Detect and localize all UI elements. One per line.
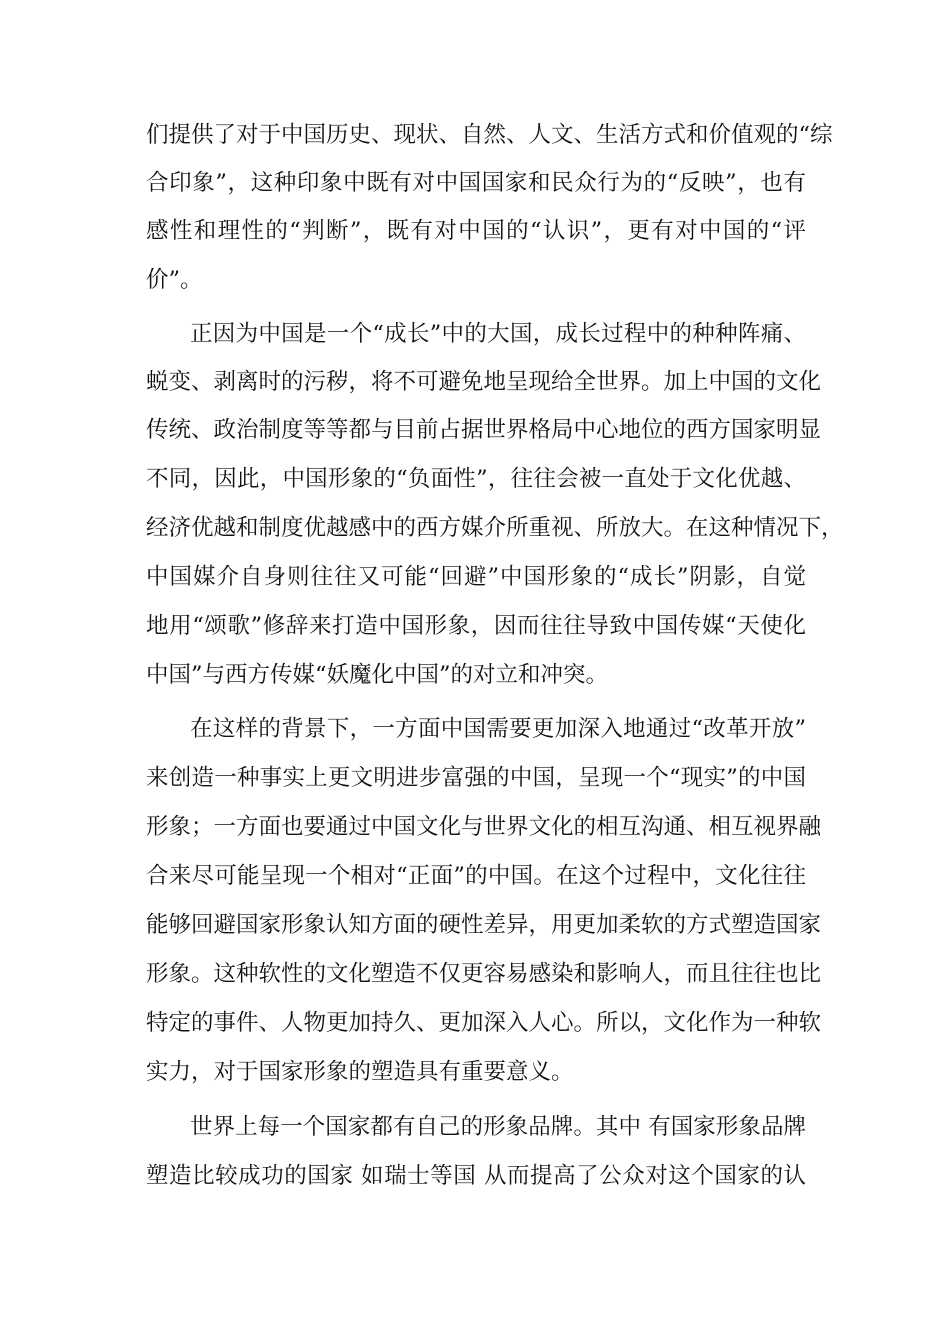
body-text-line: 不同，因此，中国形象的“负面性”，往往会被一直处于文化优越、	[146, 466, 806, 492]
body-text-line: 传统、政治制度等等都与目前占据世界格局中心地位的西方国家明显	[146, 417, 822, 443]
body-text-line: 来创造一种事实上更文明进步富强的中国，呈现一个“现实”的中国	[146, 765, 806, 791]
body-text-line: 特定的事件、人物更加持久、更加深入人心。所以，文化作为一种软	[146, 1010, 822, 1036]
body-text-line: 合印象”，这种印象中既有对中国国家和民众行为的“反映”，也有	[146, 170, 806, 196]
body-text-line: 形象。这种软性的文化塑造不仅更容易感染和影响人，而且往往也比	[146, 961, 822, 987]
body-text-line: 在这样的背景下，一方面中国需要更加深入地通过“改革开放”	[190, 716, 806, 742]
body-text-line: 实力，对于国家形象的塑造具有重要意义。	[146, 1059, 574, 1085]
body-text-line: 形象；一方面也要通过中国文化与世界文化的相互沟通、相互视界融	[146, 814, 822, 840]
body-text-line: 世界上每一个国家都有自己的形象品牌。其中 有国家形象品牌	[190, 1114, 806, 1140]
body-text-line: 价”。	[146, 267, 203, 293]
body-text-line: 蜕变、剥离时的污秽，将不可避免地呈现给全世界。加上中国的文化	[146, 369, 822, 395]
body-text-line: 合来尽可能呈现一个相对“正面”的中国。在这个过程中，文化往往	[146, 863, 806, 889]
body-text-line: 中国媒介自身则往往又可能“回避”中国形象的“成长”阴影，自觉	[146, 564, 806, 590]
body-text-line: 感性和理性的“判断”，既有对中国的“认识”，更有对中国的“评	[146, 218, 806, 244]
body-text-line: 们提供了对于中国历史、现状、自然、人文、生活方式和价值观的“综	[146, 122, 833, 148]
body-text-line: 中国”与西方传媒“妖魔化中国”的对立和冲突。	[146, 662, 609, 688]
body-text-line: 地用“颂歌”修辞来打造中国形象，因而往往导致中国传媒“天使化	[146, 613, 806, 639]
body-text-line: 正因为中国是一个“成长”中的大国，成长过程中的种种阵痛、	[190, 321, 806, 347]
body-text-line: 能够回避国家形象认知方面的硬性差异，用更加柔软的方式塑造国家	[146, 912, 822, 938]
body-text-line: 经济优越和制度优越感中的西方媒介所重视、所放大。在这种情况下，	[146, 515, 844, 541]
body-text-line: 塑造比较成功的国家 如瑞士等国 从而提高了公众对这个国家的认	[146, 1163, 806, 1189]
